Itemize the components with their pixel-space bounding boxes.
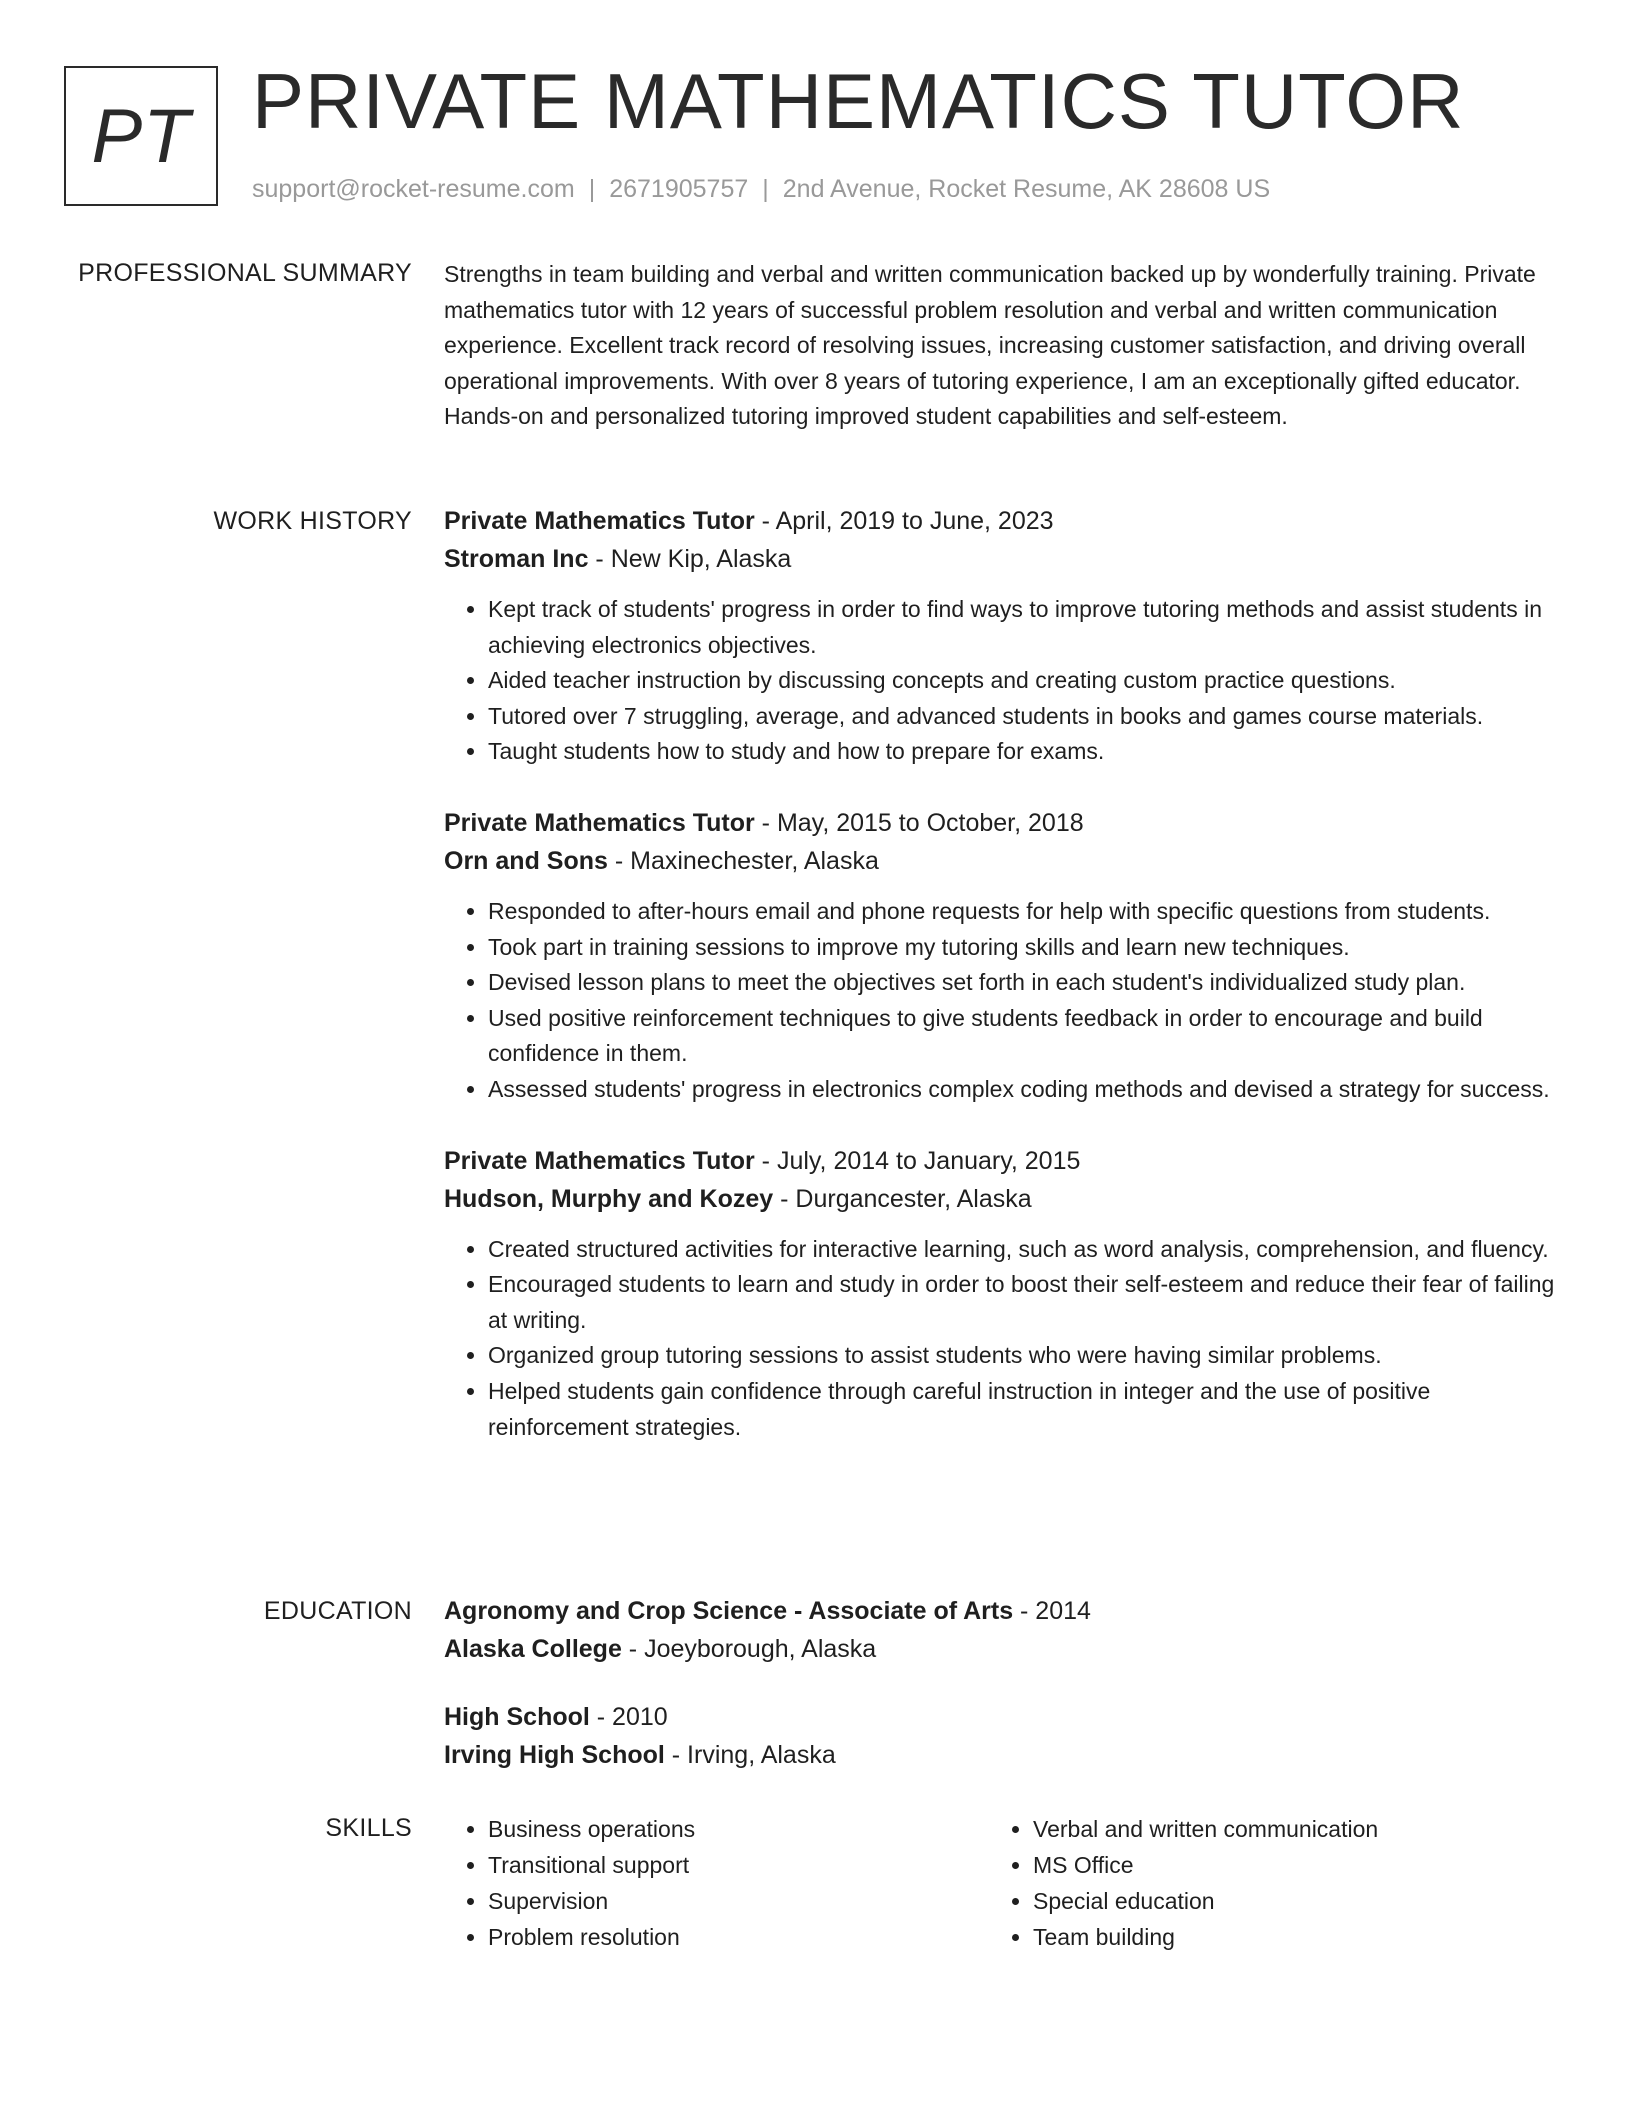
education-entry (444, 1698, 1564, 1774)
contact-line (252, 174, 1270, 204)
degree-name: High School (444, 1703, 590, 1731)
job-company: Orn and Sons (444, 846, 608, 875)
contact-separator: | (588, 175, 596, 203)
list-item: • Tutored over 7 struggling, average, and advanced students in books and games course materials. (488, 699, 1564, 735)
job-dates: - July, 2014 to January, 2015 (754, 1146, 1081, 1175)
skill-item: • Transitional support (488, 1847, 989, 1883)
job-title: Private Mathematics Tutor (444, 507, 755, 535)
job-location: - Durgancester, Alaska (773, 1184, 1032, 1213)
degree-year: - 2014 (1013, 1597, 1091, 1625)
work-history-label: WORK HISTORY (213, 507, 412, 535)
education-label: EDUCATION (263, 1597, 412, 1625)
list-item: • Helped students gain confidence through careful instruction in integer and the use of positive reinforcement strategies. (488, 1374, 1564, 1445)
list-item: • Organized group tutoring sessions to assist students who were having similar problems. (488, 1338, 1564, 1374)
skill-item: • Special education (1033, 1883, 1534, 1919)
list-item: • Kept track of students' progress in order to find ways to improve tutoring methods and assist students in achieving electronics objectives. (488, 592, 1564, 663)
summary-text: Strengths in team building and verbal and written communication backed up by wonderfully training. Private mathematics tutor with 12 years of successful problem resolution and verbal and written communication experience. Excellent track record of resolving issues, increasing customer satisfaction, and driving overall operational improvements. With over 8 years of tutoring experience, I am an exceptionally gifted educator. Hands-on and personalized tutoring improved student capabilities and self-esteem. (444, 261, 1536, 430)
skill-item: • Verbal and written communication (1033, 1811, 1534, 1847)
contact-address: 2nd Avenue, Rocket Resume, AK 28608 US (782, 175, 1271, 203)
job-entry (444, 502, 1564, 770)
contact-email[interactable]: support@rocket-resume.com (252, 175, 575, 203)
skill-item: • Supervision (488, 1883, 989, 1919)
job-duties-list (444, 894, 1564, 1108)
list-item: • Assessed students' progress in electronics complex coding methods and devised a strategy for success. (488, 1072, 1564, 1108)
list-item: • Devised lesson plans to meet the objectives set forth in each student's individualized study plan. (488, 965, 1564, 1001)
list-item: • Used positive reinforcement techniques to give students feedback in order to encourage and build confidence in them. (488, 1001, 1564, 1072)
job-company: Stroman Inc (444, 545, 589, 573)
job-location: - New Kip, Alaska (588, 545, 792, 573)
job-entry (444, 1142, 1564, 1446)
job-duties-list (444, 592, 1564, 770)
list-item: • Created structured activities for interactive learning, such as word analysis, comprehension, and fluency. (488, 1232, 1564, 1268)
list-item: • Encouraged students to learn and study in order to boost their self-esteem and reduce their fear of failing at writing. (488, 1267, 1564, 1338)
school-name: Irving High School (444, 1741, 665, 1769)
job-dates: - April, 2019 to June, 2023 (754, 507, 1054, 535)
list-item: • Took part in training sessions to improve my tutoring skills and learn new techniques. (488, 930, 1564, 966)
school-location: - Irving, Alaska (664, 1741, 836, 1769)
list-item: • Taught students how to study and how to prepare for exams. (488, 734, 1564, 770)
job-company: Hudson, Murphy and Kozey (444, 1184, 774, 1213)
degree-year: - 2010 (589, 1703, 668, 1731)
list-item: • Responded to after-hours email and phone requests for help with specific questions from students. (488, 894, 1564, 930)
job-entry (444, 804, 1564, 1108)
skill-item: • Problem resolution (488, 1919, 989, 1955)
skills-label: SKILLS (325, 1814, 412, 1842)
job-duties-list (444, 1232, 1564, 1446)
skill-item: • MS Office (1033, 1847, 1534, 1883)
job-title: Private Mathematics Tutor (444, 1146, 755, 1175)
skills-list-right (989, 1811, 1534, 1955)
education-entry (444, 1592, 1564, 1668)
school-location: - Joeyborough, Alaska (621, 1635, 877, 1663)
resume-name: PRIVATE MATHEMATICS TUTOR (252, 57, 1465, 145)
job-title: Private Mathematics Tutor (444, 808, 755, 837)
skill-item: • Business operations (488, 1811, 989, 1847)
skills-list-left (444, 1811, 989, 1955)
summary-label: PROFESSIONAL SUMMARY (78, 259, 412, 287)
contact-separator: | (762, 175, 769, 203)
monogram-text: PT (91, 93, 191, 179)
job-location: - Maxinechester, Alaska (607, 846, 879, 875)
contact-phone[interactable]: 2671905757 (609, 175, 749, 203)
monogram-logo (64, 66, 218, 206)
skill-item: • Team building (1033, 1919, 1534, 1955)
school-name: Alaska College (444, 1635, 622, 1663)
list-item: • Aided teacher instruction by discussing concepts and creating custom practice questions. (488, 663, 1564, 699)
job-dates: - May, 2015 to October, 2018 (754, 808, 1084, 837)
degree-name: Agronomy and Crop Science - Associate of Arts (444, 1597, 1014, 1625)
